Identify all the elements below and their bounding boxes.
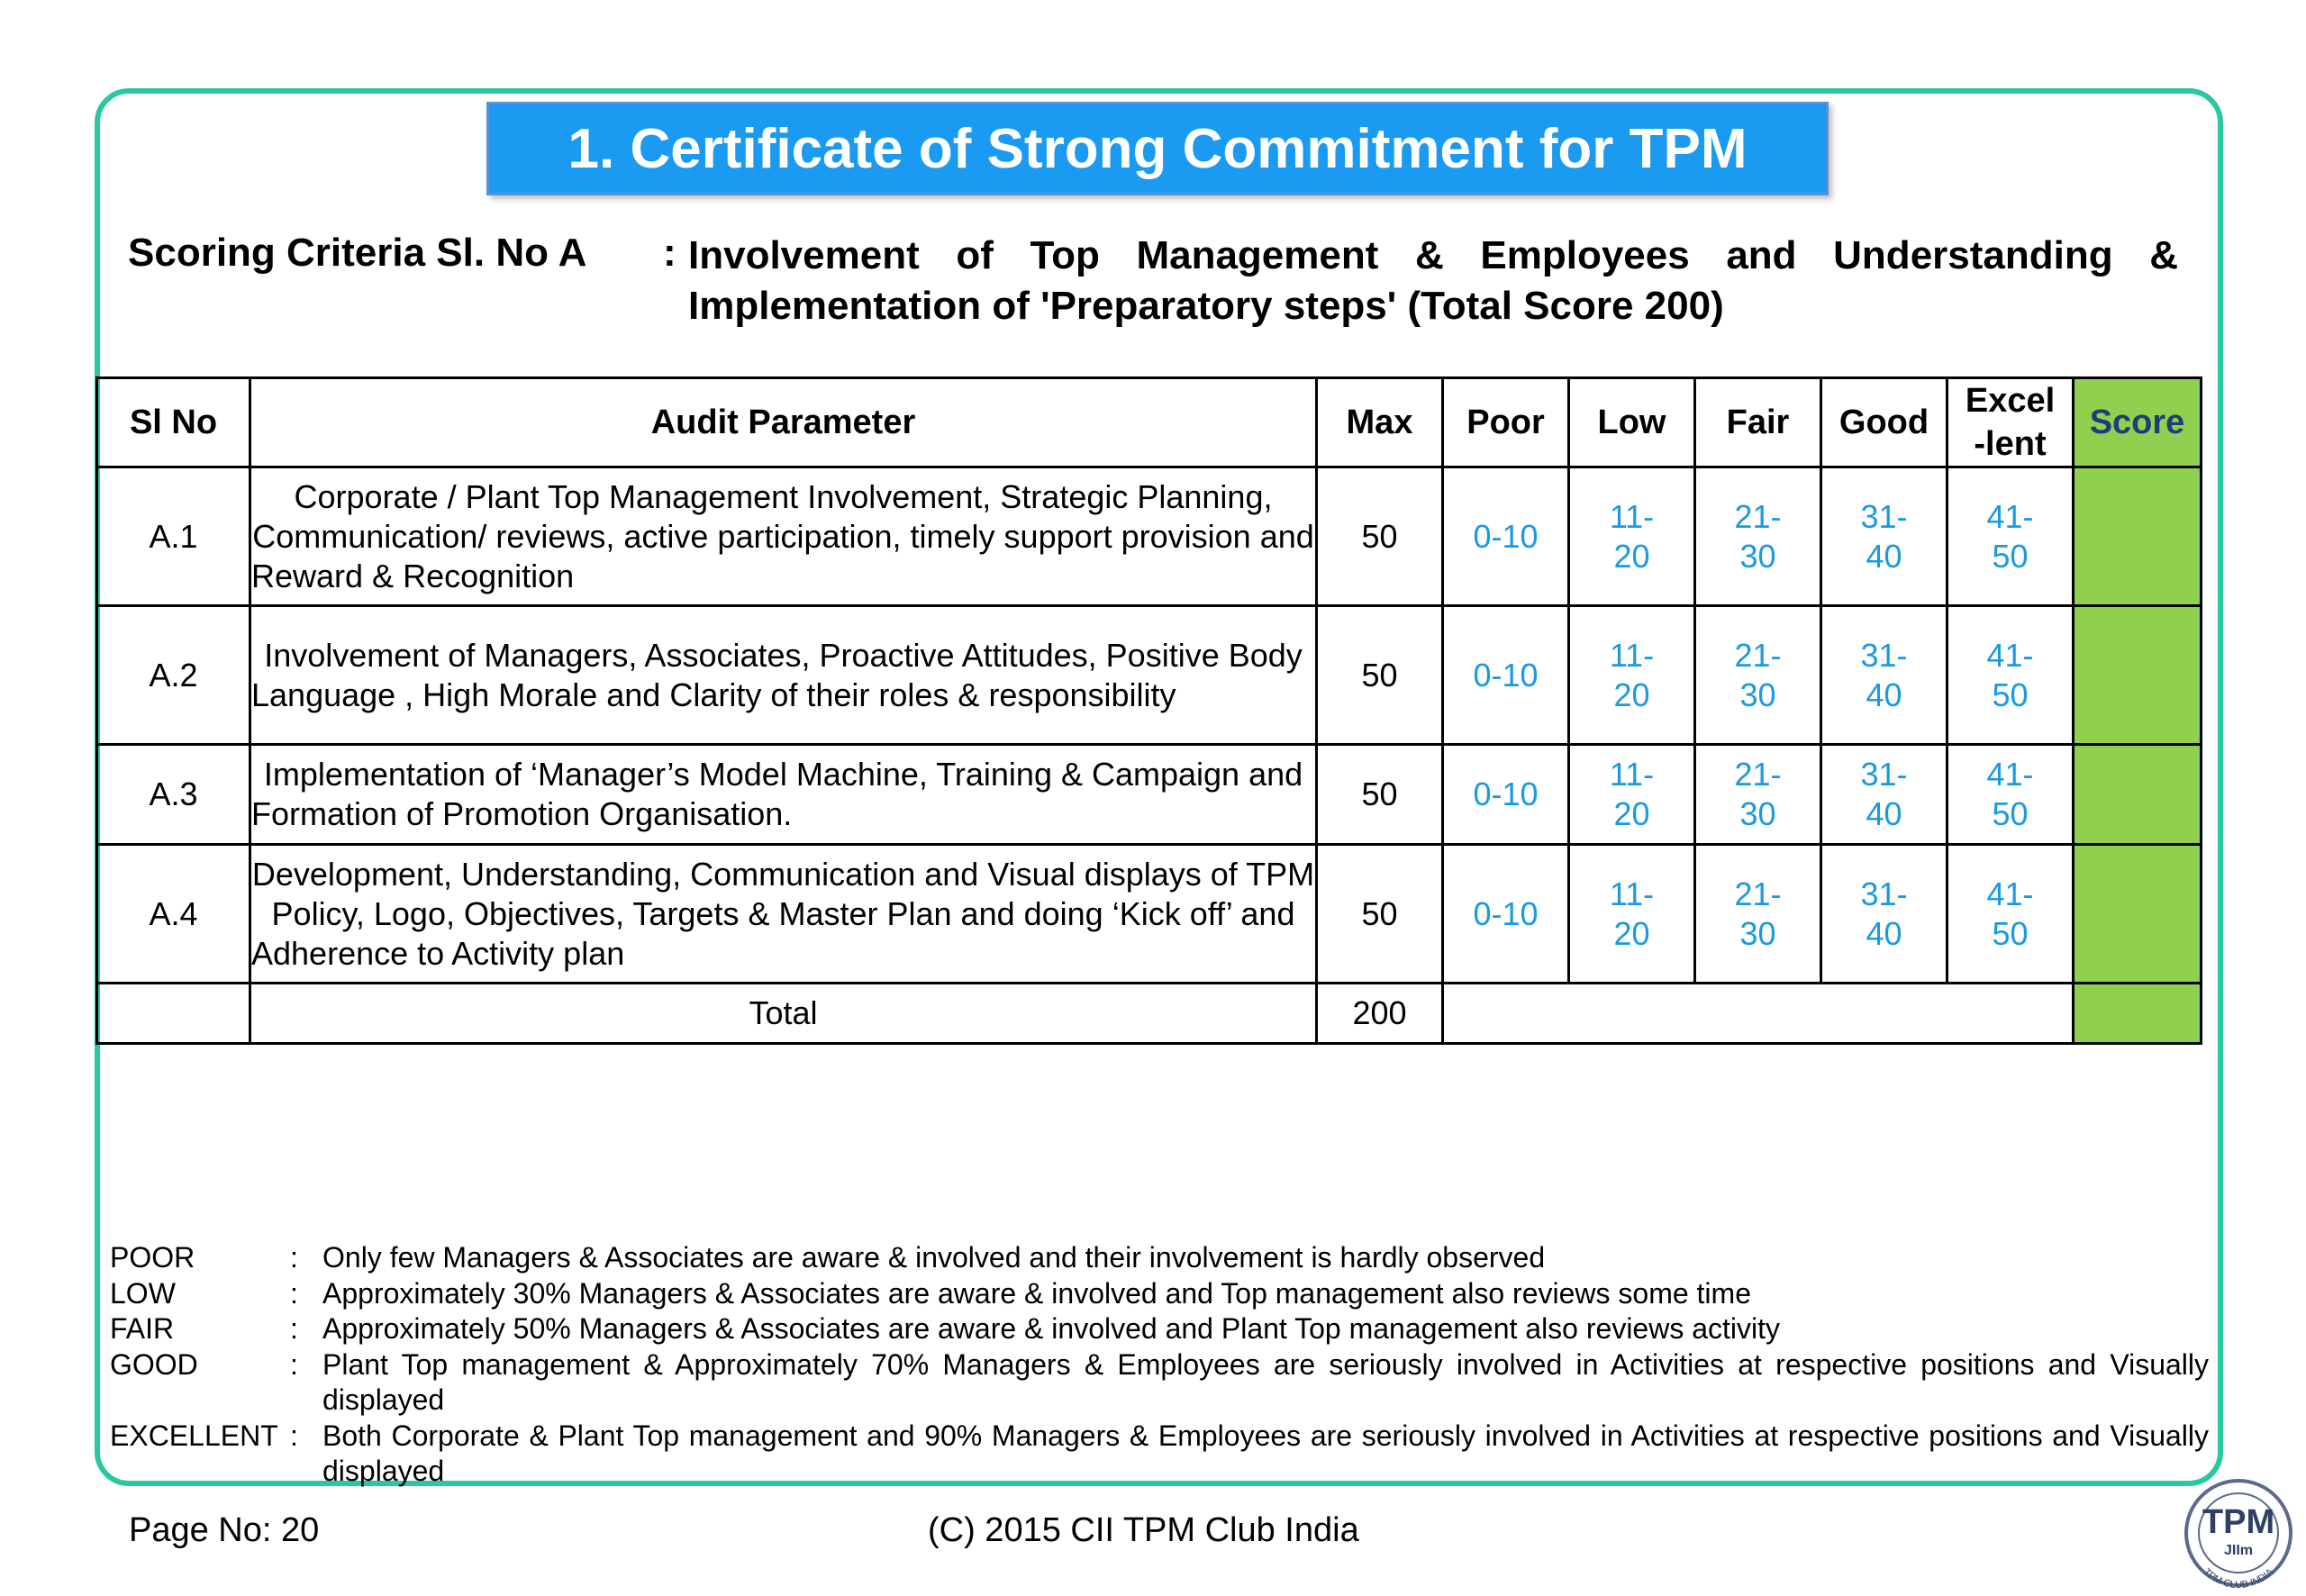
- legend-colon: :: [290, 1312, 298, 1345]
- legend-term: EXCELLENT: [110, 1419, 278, 1452]
- table-row: [97, 745, 2202, 845]
- legend-item: [110, 1419, 2209, 1490]
- legend-item: [110, 1276, 2209, 1312]
- legend-text: Plant Top management & Approximately 70% Managers & Employees are seriously involved in Activities at respective positions and Visually displayed: [322, 1347, 2209, 1416]
- header-score: Score: [2074, 378, 2202, 467]
- row-audit-parameter: Development, Understanding, Communication and Visual displays of TPM Policy, Logo, Objectives, Targets & Master Plan and doing ‘Kick off’ and Adherence to Activity plan: [250, 845, 1317, 984]
- row-fair-range: 21- 30: [1695, 745, 1821, 845]
- row-audit-parameter: Corporate / Plant Top Management Involvement, Strategic Planning, Communication/ reviews, active participation, timely support provision and Reward & Recognition: [250, 467, 1317, 606]
- total-sl-empty: [97, 984, 250, 1044]
- legend-colon: :: [290, 1276, 298, 1310]
- row-max: 50: [1317, 845, 1443, 984]
- legend-item: [110, 1347, 2209, 1419]
- header-poor: Poor: [1443, 378, 1569, 467]
- row-audit-parameter: Implementation of ‘Manager’s Model Machine, Training & Campaign and Formation of Promotion Organisation.: [250, 745, 1317, 845]
- page-number: Page No: 20: [129, 1511, 320, 1549]
- row-max: 50: [1317, 606, 1443, 745]
- copyright-text: (C) 2015 CII TPM Club India: [928, 1511, 1359, 1549]
- total-range-empty: [1443, 984, 2074, 1044]
- row-score-cell[interactable]: [2074, 745, 2202, 845]
- legend-item: [110, 1240, 2209, 1276]
- legend-term: LOW: [110, 1276, 176, 1310]
- criteria-colon: :: [663, 231, 676, 275]
- logo-text: TPM: [2202, 1503, 2275, 1541]
- row-low-range: 11- 20: [1569, 467, 1695, 606]
- tpm-club-logo: [2171, 1477, 2306, 1596]
- header-max: Max: [1317, 378, 1443, 467]
- header-audit-parameter: Audit Parameter: [250, 378, 1317, 467]
- legend-text: Approximately 50% Managers & Associates are aware & involved and Plant Top management also reviews activity: [322, 1312, 1781, 1345]
- legend-term: GOOD: [110, 1347, 198, 1381]
- row-score-cell[interactable]: [2074, 606, 2202, 745]
- criteria-text: Involvement of Top Management & Employees and Understanding & Implementation of 'Preparatory steps' (Total Score 200): [688, 233, 2178, 328]
- audit-table: [95, 376, 2202, 1045]
- row-max: 50: [1317, 745, 1443, 845]
- table-row: [97, 845, 2202, 984]
- legend-term: POOR: [110, 1241, 195, 1274]
- table-header-row: [97, 378, 2202, 467]
- legend-colon: :: [290, 1347, 298, 1381]
- legend-text: Only few Managers & Associates are aware & involved and their involvement is hardly observed: [322, 1241, 1546, 1274]
- row-good-range: 31- 40: [1821, 745, 1947, 845]
- row-audit-parameter: Involvement of Managers, Associates, Proactive Attitudes, Positive Body Language , High Morale and Clarity of their roles & responsibility: [250, 606, 1317, 745]
- legend-item: [110, 1311, 2209, 1347]
- logo-subtext: JIIm: [2223, 1543, 2254, 1558]
- header-good: Good: [1821, 378, 1947, 467]
- header-excellent: Excel -lent: [1947, 378, 2074, 467]
- row-good-range: 31- 40: [1821, 467, 1947, 606]
- total-score-cell[interactable]: [2074, 984, 2202, 1044]
- row-sl-no: A.2: [97, 606, 250, 745]
- row-good-range: 31- 40: [1821, 845, 1947, 984]
- table-row: [97, 467, 2202, 606]
- row-low-range: 11- 20: [1569, 745, 1695, 845]
- header-sl-no: Sl No: [97, 378, 250, 467]
- table-row: [97, 606, 2202, 745]
- logo-ring-textpath: TPM CLUB INDIA: [2201, 1566, 2276, 1591]
- row-score-cell[interactable]: [2074, 467, 2202, 606]
- row-sl-no: A.3: [97, 745, 250, 845]
- row-sl-no: A.1: [97, 467, 250, 606]
- table-total-row: [97, 984, 2202, 1044]
- header-fair: Fair: [1695, 378, 1821, 467]
- legend-colon: :: [290, 1241, 298, 1274]
- row-sl-no: A.4: [97, 845, 250, 984]
- total-max: 200: [1317, 984, 1443, 1044]
- legend-term: FAIR: [110, 1312, 175, 1345]
- row-poor-range: 0-10: [1443, 845, 1569, 984]
- slide-title: [486, 102, 1829, 195]
- criteria-label: Scoring Criteria Sl. No A: [128, 231, 587, 275]
- row-poor-range: 0-10: [1443, 606, 1569, 745]
- row-fair-range: 21- 30: [1695, 606, 1821, 745]
- header-low: Low: [1569, 378, 1695, 467]
- legend-text: Both Corporate & Plant Top management and 90% Managers & Employees are seriously involved in Activities at respective positions and Visually displayed: [322, 1419, 2209, 1487]
- row-poor-range: 0-10: [1443, 745, 1569, 845]
- row-low-range: 11- 20: [1569, 845, 1695, 984]
- row-score-cell[interactable]: [2074, 845, 2202, 984]
- row-low-range: 11- 20: [1569, 606, 1695, 745]
- row-max: 50: [1317, 467, 1443, 606]
- slide-title-text: 1. Certificate of Strong Commitment for TPM: [567, 117, 1748, 180]
- row-poor-range: 0-10: [1443, 467, 1569, 606]
- legend-colon: :: [290, 1419, 298, 1452]
- rating-legend: [110, 1240, 2209, 1490]
- row-excellent-range: 41- 50: [1947, 745, 2074, 845]
- row-excellent-range: 41- 50: [1947, 845, 2074, 984]
- row-fair-range: 21- 30: [1695, 845, 1821, 984]
- row-excellent-range: 41- 50: [1947, 467, 2074, 606]
- row-excellent-range: 41- 50: [1947, 606, 2074, 745]
- legend-text: Approximately 30% Managers & Associates are aware & involved and Top management also reviews some time: [322, 1276, 1751, 1310]
- row-fair-range: 21- 30: [1695, 467, 1821, 606]
- total-label: Total: [250, 984, 1317, 1044]
- row-good-range: 31- 40: [1821, 606, 1947, 745]
